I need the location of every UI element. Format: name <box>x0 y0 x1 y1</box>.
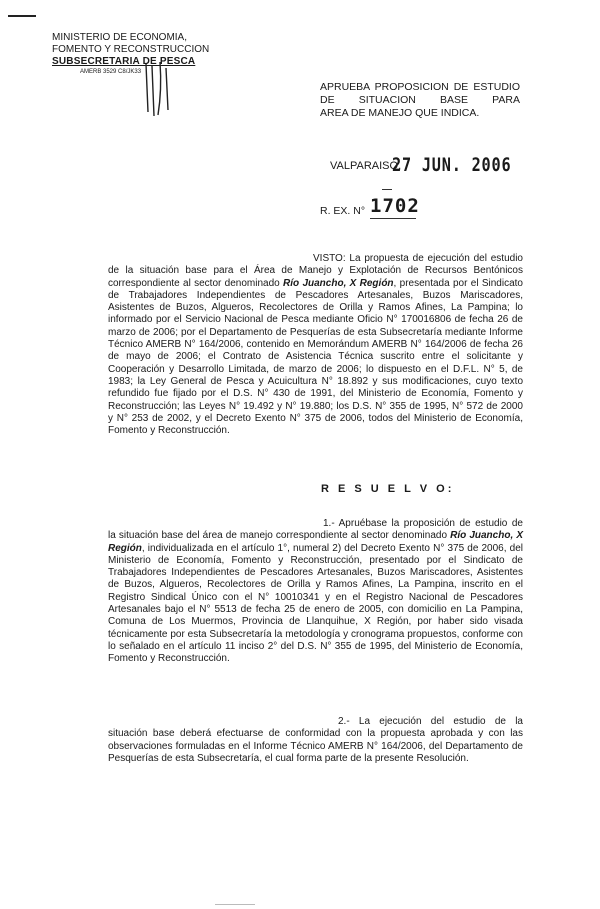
reference-text-last: AREA DE MANEJO QUE INDICA. <box>320 107 480 119</box>
handwritten-initials <box>138 60 178 120</box>
letterhead-subsecretaria: SUBSECRETARIA DE PESCA <box>52 56 196 67</box>
bottom-mark <box>215 904 255 905</box>
resolution-number: 1702 <box>370 195 420 217</box>
item2-lead: 2.- La ejecución del estudio de la <box>338 716 523 727</box>
item2-text: situación base deberá efectuarse de conformidad con la propuesta aprobada y con las observaciones formuladas en el Informe Técnico AMERB N° 164/2006, del Departamento de Pesquerías de esta Subsecretaría, el cual forma parte de la presente Resolución. <box>108 728 523 764</box>
date-stamp: 27 JUN. 2006 <box>392 154 512 176</box>
resolution-number-line <box>320 195 540 225</box>
place-label: VALPARAISO, <box>330 160 402 172</box>
reference-text: APRUEBA PROPOSICION DE ESTUDIO DE SITUACION BASE PARA <box>320 81 520 106</box>
visto-text-1: La propuesta de ejecución del estudio de la situación base para el Área de Manejo y Explotación de Recursos Bentónicos correspondiente al sector denominado <box>108 253 523 289</box>
resolution-mark <box>382 189 392 190</box>
visto-paragraph <box>108 253 523 437</box>
top-rule <box>8 15 36 17</box>
item1-text-2: , individualizada en el artículo 1°, numeral 2) del Decreto Exento N° 375 de 2006, del Ministerio de Economía, Fomento y Reconstrucción, presentado por el Sindicato de Trabajadores Independientes de Pescadores Artesanales, Buzos Mariscadores, Asistentes de Buzos, Algueros, Recolectores de Orilla y Ramos Afines, La Pampina, inscrito en el Registro Sindical Único con el N° 10010341 y en el Registro Nacional de Pescadores Artesanales bajo el N° 5513 de fecha 25 de enero de 2005, con domicilio en La Pampina, Comuna de Los Muermos, Provincia de Llanquihue, X Región, por haber sido visada técnicamente por esta Subsecretaría la metodología y cronograma propuestos, conforme con lo señalado en el artículo 11 inciso 2° del D.S. N° 355 de 1995, del Ministerio de Economía, Fomento y Reconstrucción. <box>108 542 523 665</box>
letterhead-ministry: MINISTERIO DE ECONOMIA, <box>52 32 188 43</box>
resuelvo-heading: R E S U E L V O: <box>321 483 455 495</box>
item1-place-name: Río Juancho, X Región <box>108 530 523 554</box>
item1-paragraph <box>108 518 523 666</box>
item1-text-1: de la situación base del área de manejo correspondiente al sector denominado <box>108 518 523 542</box>
item1-lead: 1.- Apruébase la proposición de estudio <box>323 518 508 529</box>
letterhead <box>52 32 209 76</box>
visto-place-name: Río Juancho, X Región <box>283 277 394 289</box>
letterhead-file-code: AMERB 3529 C8/JK33 <box>80 69 142 75</box>
resolution-underline <box>370 218 416 219</box>
reference-block <box>320 81 520 120</box>
resolution-label: R. EX. N° <box>320 205 366 217</box>
letterhead-ministry-cont: FOMENTO Y RECONSTRUCCION <box>52 44 210 55</box>
visto-lead: VISTO: <box>313 253 346 264</box>
visto-text-2: , presentada por el Sindicato de Trabajadores Independientes de Pescadores Artesanales, Buzos Mariscadores, Asistentes de Buzos, Algueros, Recolectores de Orilla y Ramos Afines, La Pampina; lo informado por el Servicio Nacional de Pesca mediante Oficio N° 170016806 de fecha 26 de marzo de 2006; por el Departamento de Pesquerías de esta Subsecretaría mediante Informe Técnico AMERB N° 164/2006, contenido en Memorándum AMERB N° 164/2006 de fecha 26 de mayo de 2006; el Contrato de Asistencia Técnica suscrito entre el solicitante y Cooperación y Desarrollo Limitada, de marzo de 2006; lo dispuesto en el D.F.L. N° 5, de 1983; la Ley General de Pesca y Acuicultura N° 18.892 y sus modificaciones, cuyo texto refundido fue fijado por el D.S. N° 430 de 1991, del Ministerio de Economía, Fomento y Reconstrucción; las Leyes N° 19.492 y N° 19.880; los D.S. N° 355 de 1995, N° 572 de 2000 y N° 253 de 2002, y el Decreto Exento N° 375 de 2006, todos del Ministerio de Economía, Fomento y Reconstrucción. <box>108 277 523 437</box>
item2-paragraph <box>108 716 523 765</box>
place-date-line <box>330 154 550 178</box>
